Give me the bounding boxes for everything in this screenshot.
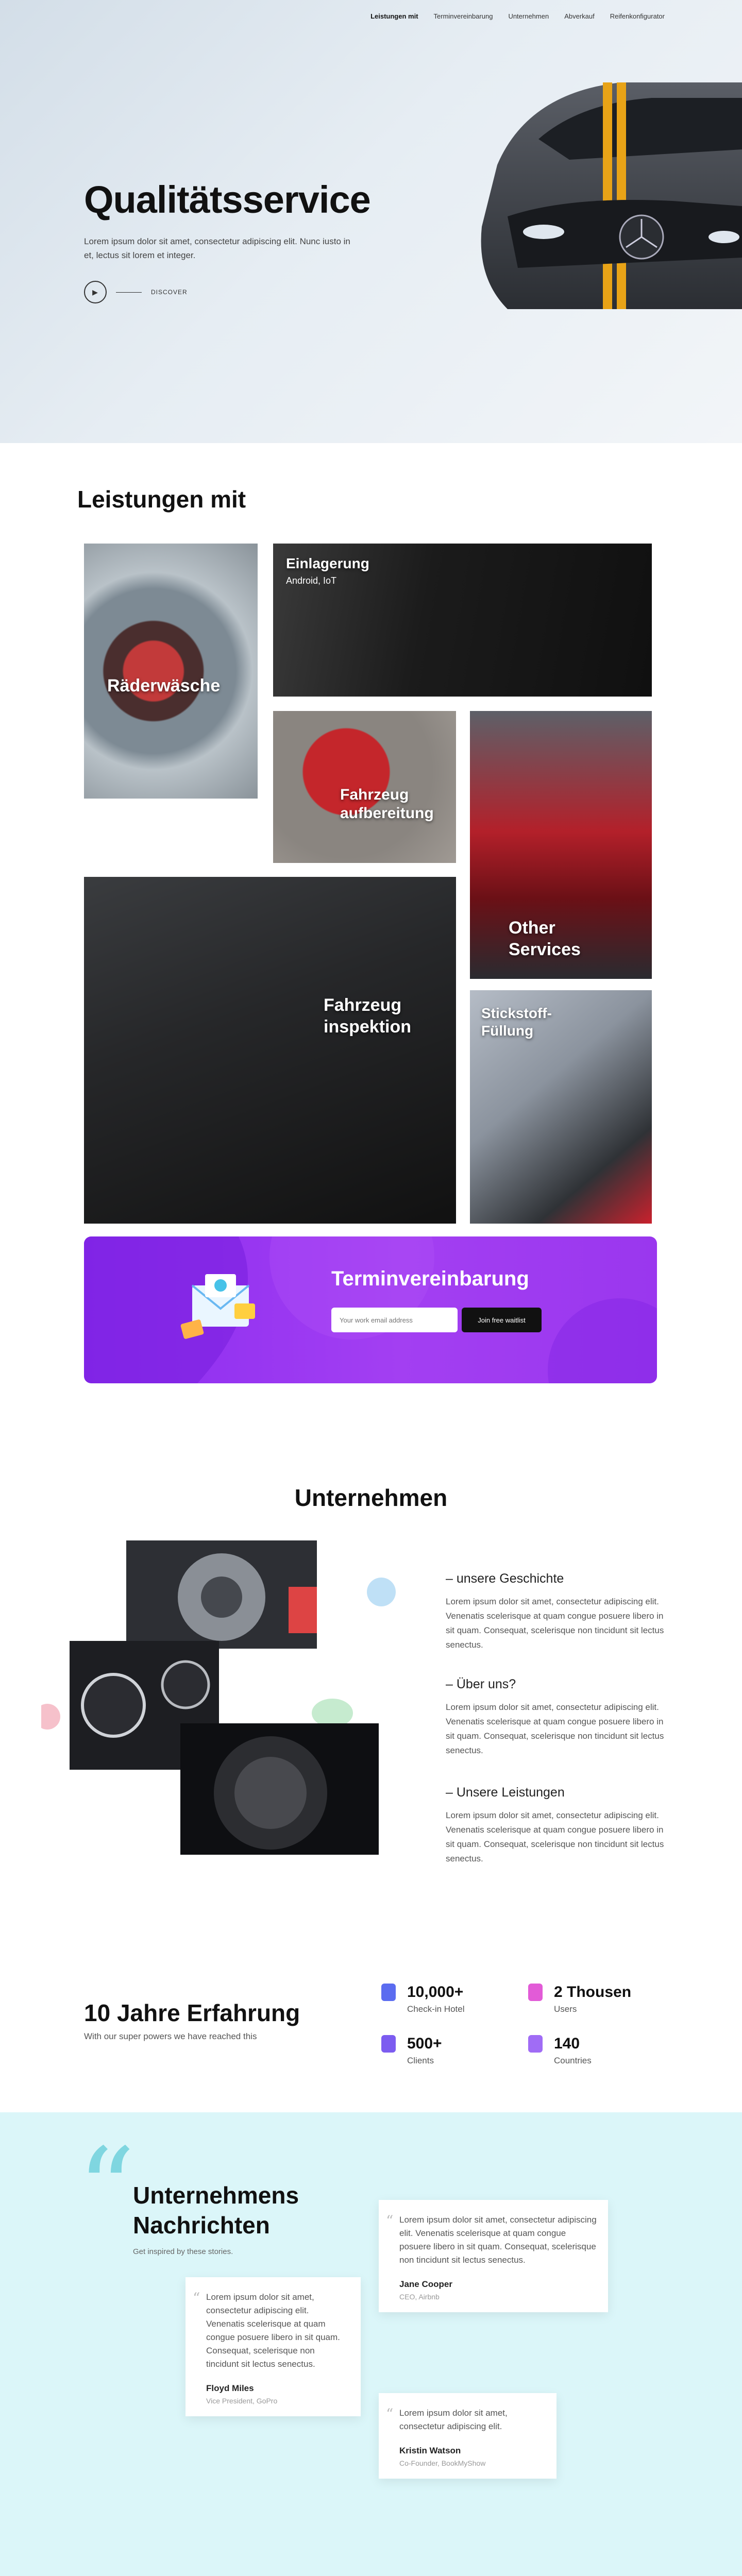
play-icon[interactable]: ▶ bbox=[84, 281, 107, 303]
main-nav bbox=[370, 12, 665, 20]
accordion-heading-text: Über uns? bbox=[456, 1677, 516, 1691]
testimonials-section bbox=[0, 2112, 742, 2576]
tile-stickstoff[interactable] bbox=[470, 990, 652, 1224]
quote-icon: “ bbox=[386, 2212, 394, 2229]
tile-label: Stickstoff-Füllung bbox=[481, 1005, 552, 1039]
tile-label: Fahrzeug inspektion bbox=[324, 995, 412, 1037]
stat-value: 2 Thousen bbox=[554, 1984, 632, 2001]
nav-leistungen[interactable]: Leistungen mit bbox=[370, 12, 418, 20]
stats-title: 10 Jahre Erfahrung bbox=[84, 1999, 300, 2026]
unternehmen-title: Unternehmen bbox=[294, 1484, 448, 1511]
stat-icon bbox=[381, 1984, 396, 2001]
nav-konfigurator[interactable]: Reifenkonfigurator bbox=[610, 12, 665, 20]
accordion-heading-text: Unsere Leistungen bbox=[456, 1785, 565, 1800]
accordion-heading: – Über uns? bbox=[446, 1677, 516, 1691]
stat-icon bbox=[528, 1984, 543, 2001]
cta-section bbox=[0, 1236, 742, 1432]
nav-termin[interactable]: Terminvereinbarung bbox=[433, 12, 493, 20]
testimonial-text: Lorem ipsum dolor sit amet, consectetur adipiscing elit. bbox=[399, 2408, 508, 2431]
unternehmen-collage bbox=[41, 1540, 412, 1860]
testimonials-subtitle: Get inspired by these stories. bbox=[133, 2247, 233, 2256]
accordion-text: Lorem ipsum dolor sit amet, consectetur adipiscing elit. Venenatis scelerisque at quam congue posuere libero in sit quam. Consequat, scelerisque non tincidunt sit lectus senectus. bbox=[446, 1702, 664, 1755]
stat-value: 10,000+ bbox=[407, 1984, 464, 2001]
testimonial-name: Jane Cooper bbox=[399, 2279, 452, 2289]
tile-raederwaesche[interactable] bbox=[84, 544, 258, 799]
mail-illustration-icon bbox=[177, 1270, 264, 1347]
tile-inspektion[interactable] bbox=[84, 877, 456, 1224]
stat-item bbox=[381, 2035, 442, 2066]
leistungen-title: Leistungen mit bbox=[77, 486, 246, 513]
tile-einlagerung[interactable] bbox=[273, 544, 652, 697]
stat-item bbox=[381, 1984, 465, 2014]
testimonial-role: CEO, Airbnb bbox=[399, 2293, 440, 2301]
stat-item bbox=[528, 1984, 631, 2014]
testimonial-text: Lorem ipsum dolor sit amet, consectetur adipiscing elit. Venenatis scelerisque at quam congue posuere libero in sit quam. Consequat, scelerisque non tincidunt sit lectus senectus. bbox=[206, 2292, 340, 2369]
stat-label: Check-in Hotel bbox=[407, 2004, 465, 2014]
play-label: DISCOVER bbox=[151, 289, 188, 296]
nav-abverkauf[interactable]: Abverkauf bbox=[564, 12, 595, 20]
play-control[interactable] bbox=[84, 281, 188, 303]
hero-title: Qualitätsservice bbox=[84, 178, 370, 221]
stat-value: 140 bbox=[554, 2035, 580, 2052]
accordion-heading: – Unsere Leistungen bbox=[446, 1785, 565, 1800]
tile-aufbereitung[interactable] bbox=[273, 711, 456, 863]
join-waitlist-button[interactable]: Join free waitlist bbox=[462, 1308, 542, 1332]
quote-icon: “ bbox=[386, 2405, 394, 2422]
testimonial-card bbox=[379, 2200, 608, 2312]
testimonial-name: Floyd Miles bbox=[206, 2383, 254, 2393]
testimonials-title: Unternehmens Nachrichten bbox=[133, 2182, 299, 2239]
tile-label: Other Services bbox=[509, 918, 581, 959]
testimonial-role: Co-Founder, BookMyShow bbox=[399, 2459, 486, 2467]
divider-line bbox=[116, 292, 142, 293]
hero-car-image bbox=[466, 62, 742, 330]
accordion-item[interactable] bbox=[446, 1785, 672, 1866]
nav-unternehmen[interactable]: Unternehmen bbox=[508, 12, 549, 20]
accordion-text: Lorem ipsum dolor sit amet, consectetur adipiscing elit. Venenatis scelerisque at quam congue posuere libero in sit quam. Consequat, scelerisque non tincidunt sit lectus senectus. bbox=[446, 1810, 664, 1863]
tile-label: Einlagerung bbox=[286, 555, 369, 571]
testimonial-card bbox=[379, 2393, 556, 2479]
tile-label: Fahrzeug aufbereitung bbox=[340, 786, 434, 822]
tile-label: Räderwäsche bbox=[107, 676, 221, 696]
big-quote-icon: “ bbox=[77, 2124, 136, 2256]
stat-label: Clients bbox=[407, 2056, 434, 2065]
stat-label: Users bbox=[554, 2004, 577, 2014]
accordion-item[interactable] bbox=[446, 1571, 672, 1652]
stats-section bbox=[0, 1947, 742, 2112]
testimonial-text: Lorem ipsum dolor sit amet, consectetur adipiscing elit. Venenatis scelerisque at quam congue posuere libero in sit quam. Consequat, scelerisque non tincidunt sit lectus senectus. bbox=[399, 2215, 597, 2265]
leistungen-section bbox=[0, 443, 742, 1236]
stat-icon bbox=[381, 2035, 396, 2053]
accordion-item[interactable] bbox=[446, 1677, 672, 1758]
hero-section bbox=[0, 0, 742, 443]
tile-sublabel: Android, IoT bbox=[286, 575, 337, 586]
testimonial-role: Vice President, GoPro bbox=[206, 2397, 278, 2405]
stat-label: Countries bbox=[554, 2056, 592, 2065]
testimonial-name: Kristin Watson bbox=[399, 2446, 461, 2455]
email-input[interactable] bbox=[331, 1308, 458, 1332]
quote-icon: “ bbox=[193, 2290, 200, 2307]
stat-icon bbox=[528, 2035, 543, 2053]
cta-title: Terminvereinbarung bbox=[331, 1267, 529, 1290]
accordion-text: Lorem ipsum dolor sit amet, consectetur adipiscing elit. Venenatis scelerisque at quam congue posuere libero in sit quam. Consequat, scelerisque non tincidunt sit lectus senectus. bbox=[446, 1597, 664, 1650]
stat-value: 500+ bbox=[407, 2035, 442, 2052]
cta-box bbox=[84, 1236, 657, 1383]
hero-lead: Lorem ipsum dolor sit amet, consectetur adipiscing elit. Nunc iusto in et, lectus sit lorem et integer. bbox=[84, 236, 350, 260]
unternehmen-section bbox=[0, 1432, 742, 1947]
testimonial-card bbox=[185, 2277, 361, 2416]
accordion-heading-text: unsere Geschichte bbox=[456, 1571, 564, 1586]
stats-subtitle: With our super powers we have reached this bbox=[84, 2031, 257, 2041]
tile-other-services[interactable] bbox=[470, 711, 652, 979]
accordion-heading: – unsere Geschichte bbox=[446, 1571, 564, 1586]
stat-item bbox=[528, 2035, 592, 2066]
